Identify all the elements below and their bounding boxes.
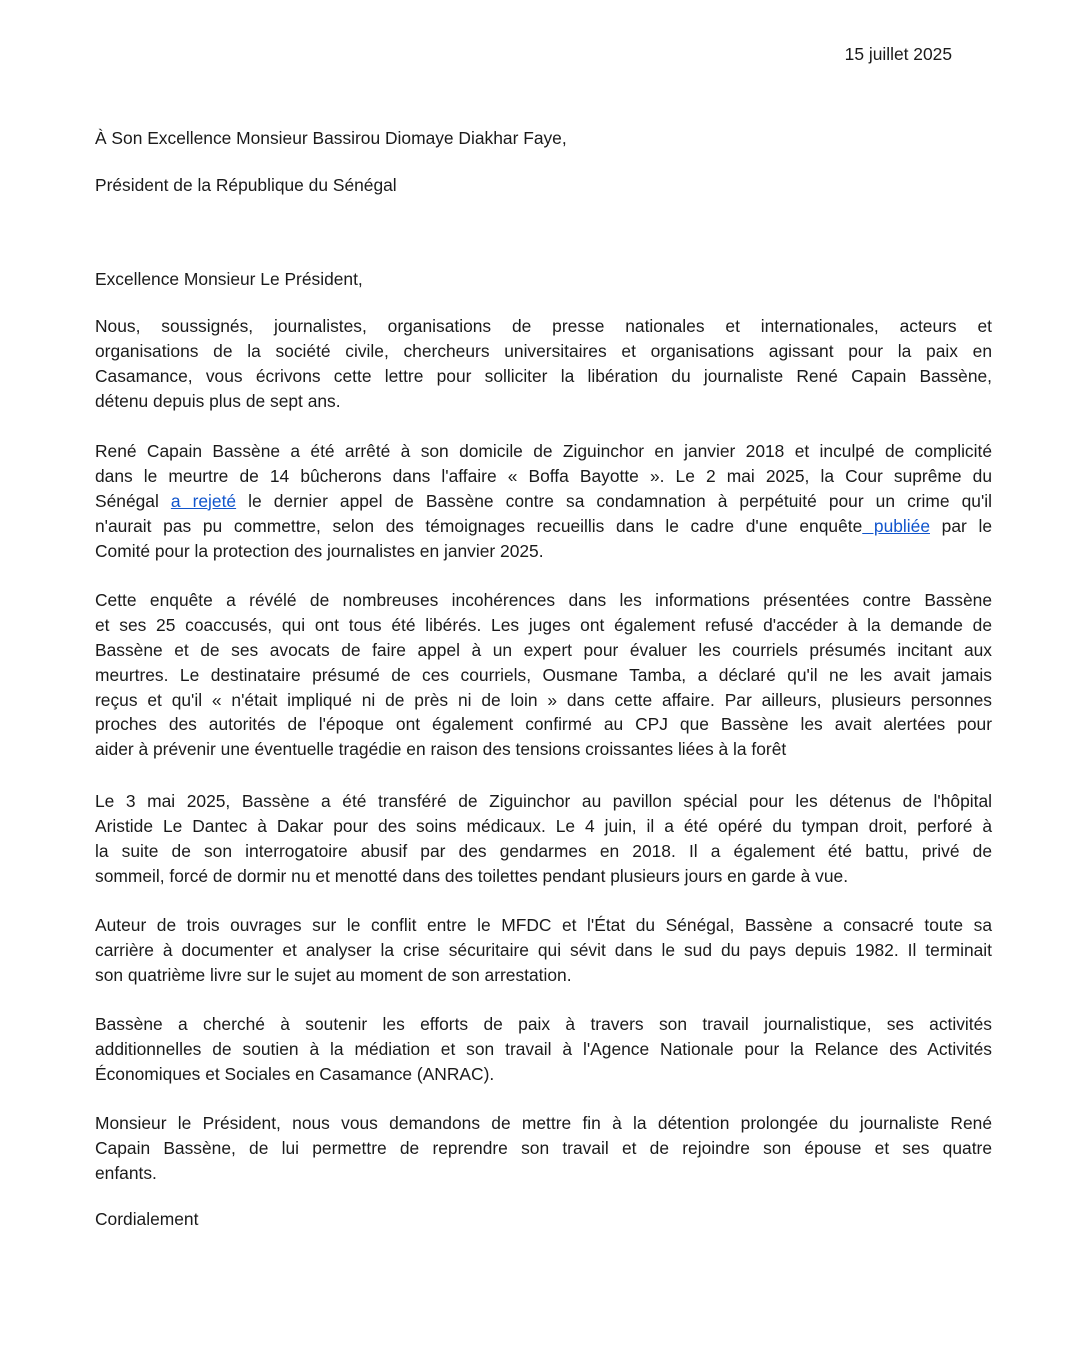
paragraph-line: dans le meurtre de 14 bûcherons dans l'affaire « Boffa Bayotte ». Le 2 mai 2025, la Cour suprême du xyxy=(95,465,992,486)
paragraph-6 xyxy=(95,1012,992,1087)
paragraph-1 xyxy=(95,314,992,414)
paragraph-line: sommeil, forcé de dormir nu et menotté dans des toilettes pendant plusieurs jours en garde à vue. xyxy=(95,865,849,886)
paragraph-2 xyxy=(95,439,992,563)
letter-date: 15 juillet 2025 xyxy=(844,44,952,64)
recipient-title: Président de la République du Sénégal xyxy=(95,175,397,195)
paragraph-line: meurtres. Le destinataire présumé de ces courriels, Ousmane Tamba, a déclaré qu'il ne les avait jamais xyxy=(95,664,992,685)
link-publiee[interactable]: publiée xyxy=(862,515,930,536)
paragraph-line: reçus et qu'il « n'était impliqué ni de près ni de loin » dans cette affaire. Par ailleurs, plusieurs personnes xyxy=(95,689,992,710)
recipient-name: À Son Excellence Monsieur Bassirou Diomaye Diakhar Faye, xyxy=(95,128,567,148)
paragraph-line: aider à prévenir une éventuelle tragédie en raison des tensions croissantes liées à la forêt xyxy=(95,739,787,760)
paragraph-line: Bassène et de ses avocats de faire appel à un expert pour évaluer les courriels présumés incitant aux xyxy=(95,639,992,660)
paragraph-line: Cette enquête a révélé de nombreuses incohérences dans les informations présentées contre Bassène xyxy=(95,590,992,610)
paragraph-line: Auteur de trois ouvrages sur le conflit entre le MFDC et l'État du Sénégal, Bassène a consacré toute sa xyxy=(95,915,992,935)
paragraph-line: carrière à documenter et analyser la crise sécuritaire qui sévit dans le sud du pays depuis 1982. Il terminait xyxy=(95,939,992,960)
paragraph-line: enfants. xyxy=(95,1162,157,1183)
paragraph-line: Bassène a cherché à soutenir les efforts de paix à travers son travail journalistique, ses activités xyxy=(95,1014,992,1034)
paragraph-line: et ses 25 coaccusés, qui ont tous été libérés. Les juges ont également refusé d'accéder à la demande de xyxy=(95,614,992,635)
paragraph-5 xyxy=(95,913,992,988)
paragraph-line xyxy=(95,514,992,539)
paragraph-line: additionnelles de soutien à la médiation et son travail à l'Agence Nationale pour la Relance des Activités xyxy=(95,1038,992,1059)
salutation: Excellence Monsieur Le Président, xyxy=(95,269,363,289)
paragraph-4 xyxy=(95,789,992,889)
paragraph-line xyxy=(95,489,992,514)
paragraph-line: son quatrième livre sur le sujet au moment de son arrestation. xyxy=(95,964,572,985)
paragraph-line: la suite de son interrogatoire abusif par des gendarmes en 2018. Il a également été battu, privé de xyxy=(95,840,992,861)
paragraph-line: Aristide Le Dantec à Dakar pour des soins médicaux. Le 4 juin, il a été opéré du tympan droit, perforé à xyxy=(95,815,992,836)
paragraph-line: Le 3 mai 2025, Bassène a été transféré de Ziguinchor au pavillon spécial pour les détenus de l'hôpital xyxy=(95,791,992,811)
paragraph-line: Capain Bassène, de lui permettre de reprendre son travail et de rejoindre son épouse et ses quatre xyxy=(95,1137,992,1158)
paragraph-line: organisations de la société civile, chercheurs universitaires et organisations agissant pour la paix en xyxy=(95,340,992,361)
paragraph-line: proches des autorités de l'époque ont également confirmé au CPJ que Bassène les avait alertées pour xyxy=(95,714,992,735)
link-a-rejete[interactable]: a rejeté xyxy=(170,490,237,511)
paragraph-line: détenu depuis plus de sept ans. xyxy=(95,390,341,411)
paragraph-line: Économiques et Sociales en Casamance (ANRAC). xyxy=(95,1063,495,1084)
paragraph-line: Nous, soussignés, journalistes, organisations de presse nationales et internationales, acteurs et xyxy=(95,316,992,336)
paragraph-line: Casamance, vous écrivons cette lettre pour solliciter la libération du journaliste René Capain Bassène, xyxy=(95,365,992,386)
text-segment: par le xyxy=(930,515,992,536)
text-segment: Sénégal xyxy=(95,490,171,511)
text-segment: n'aurait pas pu commettre, selon des témoignages recueillis dans le cadre d'une enquête xyxy=(95,515,863,536)
paragraph-line: René Capain Bassène a été arrêté à son domicile de Ziguinchor en janvier 2018 et inculpé de complicité xyxy=(95,441,992,461)
closing: Cordialement xyxy=(95,1209,199,1229)
paragraph-7 xyxy=(95,1111,992,1186)
paragraph-line: Monsieur le Président, nous vous demandons de mettre fin à la détention prolongée du journaliste René xyxy=(95,1113,992,1133)
paragraph-3 xyxy=(95,588,992,762)
paragraph-line: Comité pour la protection des journalistes en janvier 2025. xyxy=(95,540,544,561)
text-segment: le dernier appel de Bassène contre sa condamnation à perpétuité pour un crime qu'il xyxy=(236,490,993,511)
